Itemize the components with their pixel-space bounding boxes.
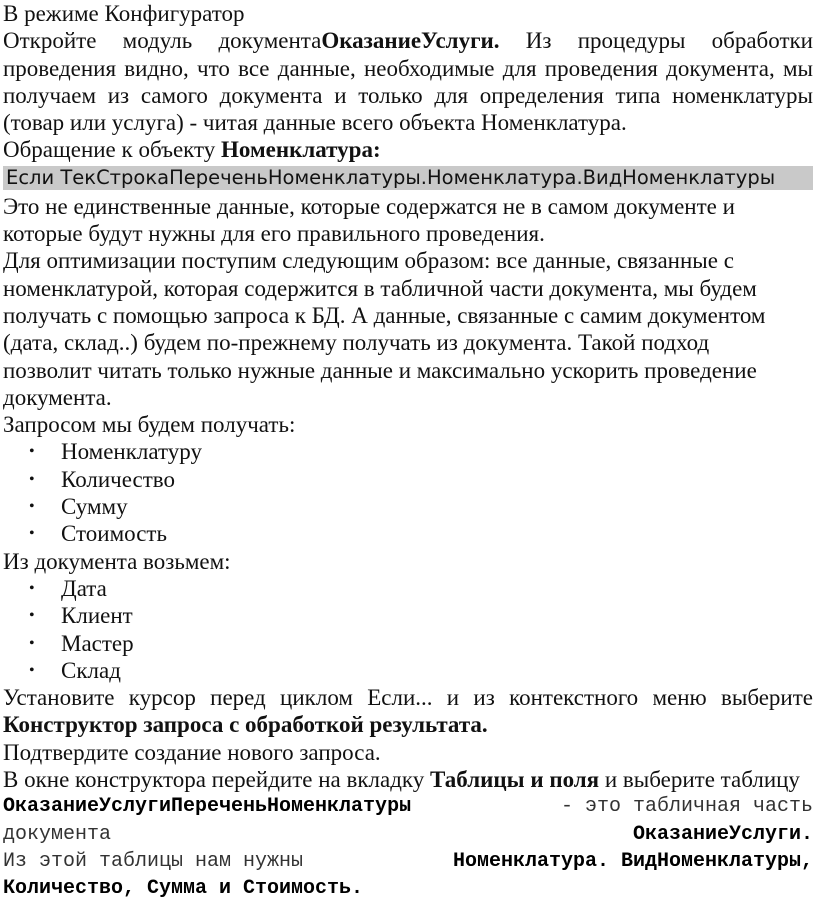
paragraph-confirm: Подтвердите создание нового запроса.	[3, 739, 381, 765]
para4-line2	[3, 711, 813, 738]
para3-line: документа.	[3, 384, 112, 410]
constructor-name: Конструктор запроса с обработкой результата.	[3, 712, 488, 738]
bullet-icon: •	[29, 470, 35, 488]
paragraph-optimization	[3, 247, 813, 411]
bullet-icon: •	[29, 607, 35, 625]
query-list	[3, 438, 813, 547]
heading: В режиме Конфигуратор	[3, 1, 245, 26]
mono-line3: Из этой таблицы нам нужны Номенклатура. ВидНоменклатуры,	[3, 849, 813, 873]
document-list	[3, 575, 813, 684]
bullet-icon: •	[29, 498, 35, 516]
para1-line3: получаем из самого документа и только для определения типа номенклатуры	[3, 82, 813, 108]
para1-line2: проведения видно, что все данные, необходимые для проведения документа, мы	[3, 55, 813, 81]
paragraph-not-only-data	[3, 193, 813, 248]
list-item: • Количество	[29, 466, 175, 492]
para2-line: которые будут нужны для его правильного проведения.	[3, 221, 545, 247]
paragraph-cursor	[3, 684, 813, 739]
mono-line4: Количество, Сумма и Стоимость.	[3, 877, 364, 901]
bullet-icon: •	[29, 525, 35, 543]
list-item: • Склад	[29, 657, 121, 683]
list-item: • Сумму	[29, 494, 128, 520]
bullet-icon: •	[29, 579, 35, 597]
para3-line: номенклатурой, которая содержится в табличной части документа, мы будем	[3, 275, 757, 301]
table-name: ОказаниеУслугиПереченьНоменклатуры	[3, 795, 412, 819]
mono-line1: ОказаниеУслугиПереченьНоменклатуры - это табличная часть	[3, 793, 813, 820]
list-item: • Клиент	[29, 603, 133, 629]
object-name: Номенклатура:	[221, 137, 381, 163]
para3-line: получать с помощью запроса к БД. А данные, связанные с самим документом	[3, 302, 766, 328]
paragraph-table	[3, 793, 813, 902]
tab-name: Таблицы и поля	[430, 767, 600, 793]
paragraph-tab: В окне конструктора перейдите на вкладку Таблицы и поля и выберите таблицу	[3, 767, 800, 793]
bullet-icon: •	[29, 634, 35, 652]
para1-line4: (товар или услуга) - читая данные всего объекта Номенклатура.	[3, 110, 627, 136]
para4-line1: Установите курсор перед циклом Если... и из контекстного меню выберите	[3, 685, 813, 711]
list-item: • Дата	[29, 575, 107, 601]
para3-line: Для оптимизации поступим следующим образом: все данные, связанные с	[3, 248, 734, 274]
para3-line: позволит читать только нужные данные и максимально ускорить проведение	[3, 357, 757, 383]
paragraph-open-module	[3, 27, 813, 136]
para1-line1: Откройте модуль документаОказаниеУслуги. Из процедуры обработки	[3, 28, 813, 54]
document	[3, 0, 813, 903]
para3-line: (дата, склад..) будем по-прежнему получать из документа. Такой подход	[3, 330, 710, 356]
query-intro: Запросом мы будем получать:	[3, 412, 296, 438]
list-item: • Стоимость	[29, 521, 167, 547]
bullet-icon: •	[29, 443, 35, 461]
access-line: Обращение к объекту Номенклатура:	[3, 137, 381, 163]
bullet-icon: •	[29, 661, 35, 679]
document-intro: Из документа возьмем:	[3, 548, 231, 574]
code-snippet: Если ТекСтрокаПереченьНоменклатуры.Номенклатура.ВидНоменклатуры	[3, 166, 813, 190]
list-item: • Номенклатуру	[29, 439, 202, 465]
mono-line2: документа ОказаниеУслуги.	[3, 822, 813, 846]
para2-line: Это не единственные данные, которые содержатся не в самом документе и	[3, 193, 735, 219]
list-item: • Мастер	[29, 630, 134, 656]
document-name: ОказаниеУслуги.	[321, 28, 500, 54]
